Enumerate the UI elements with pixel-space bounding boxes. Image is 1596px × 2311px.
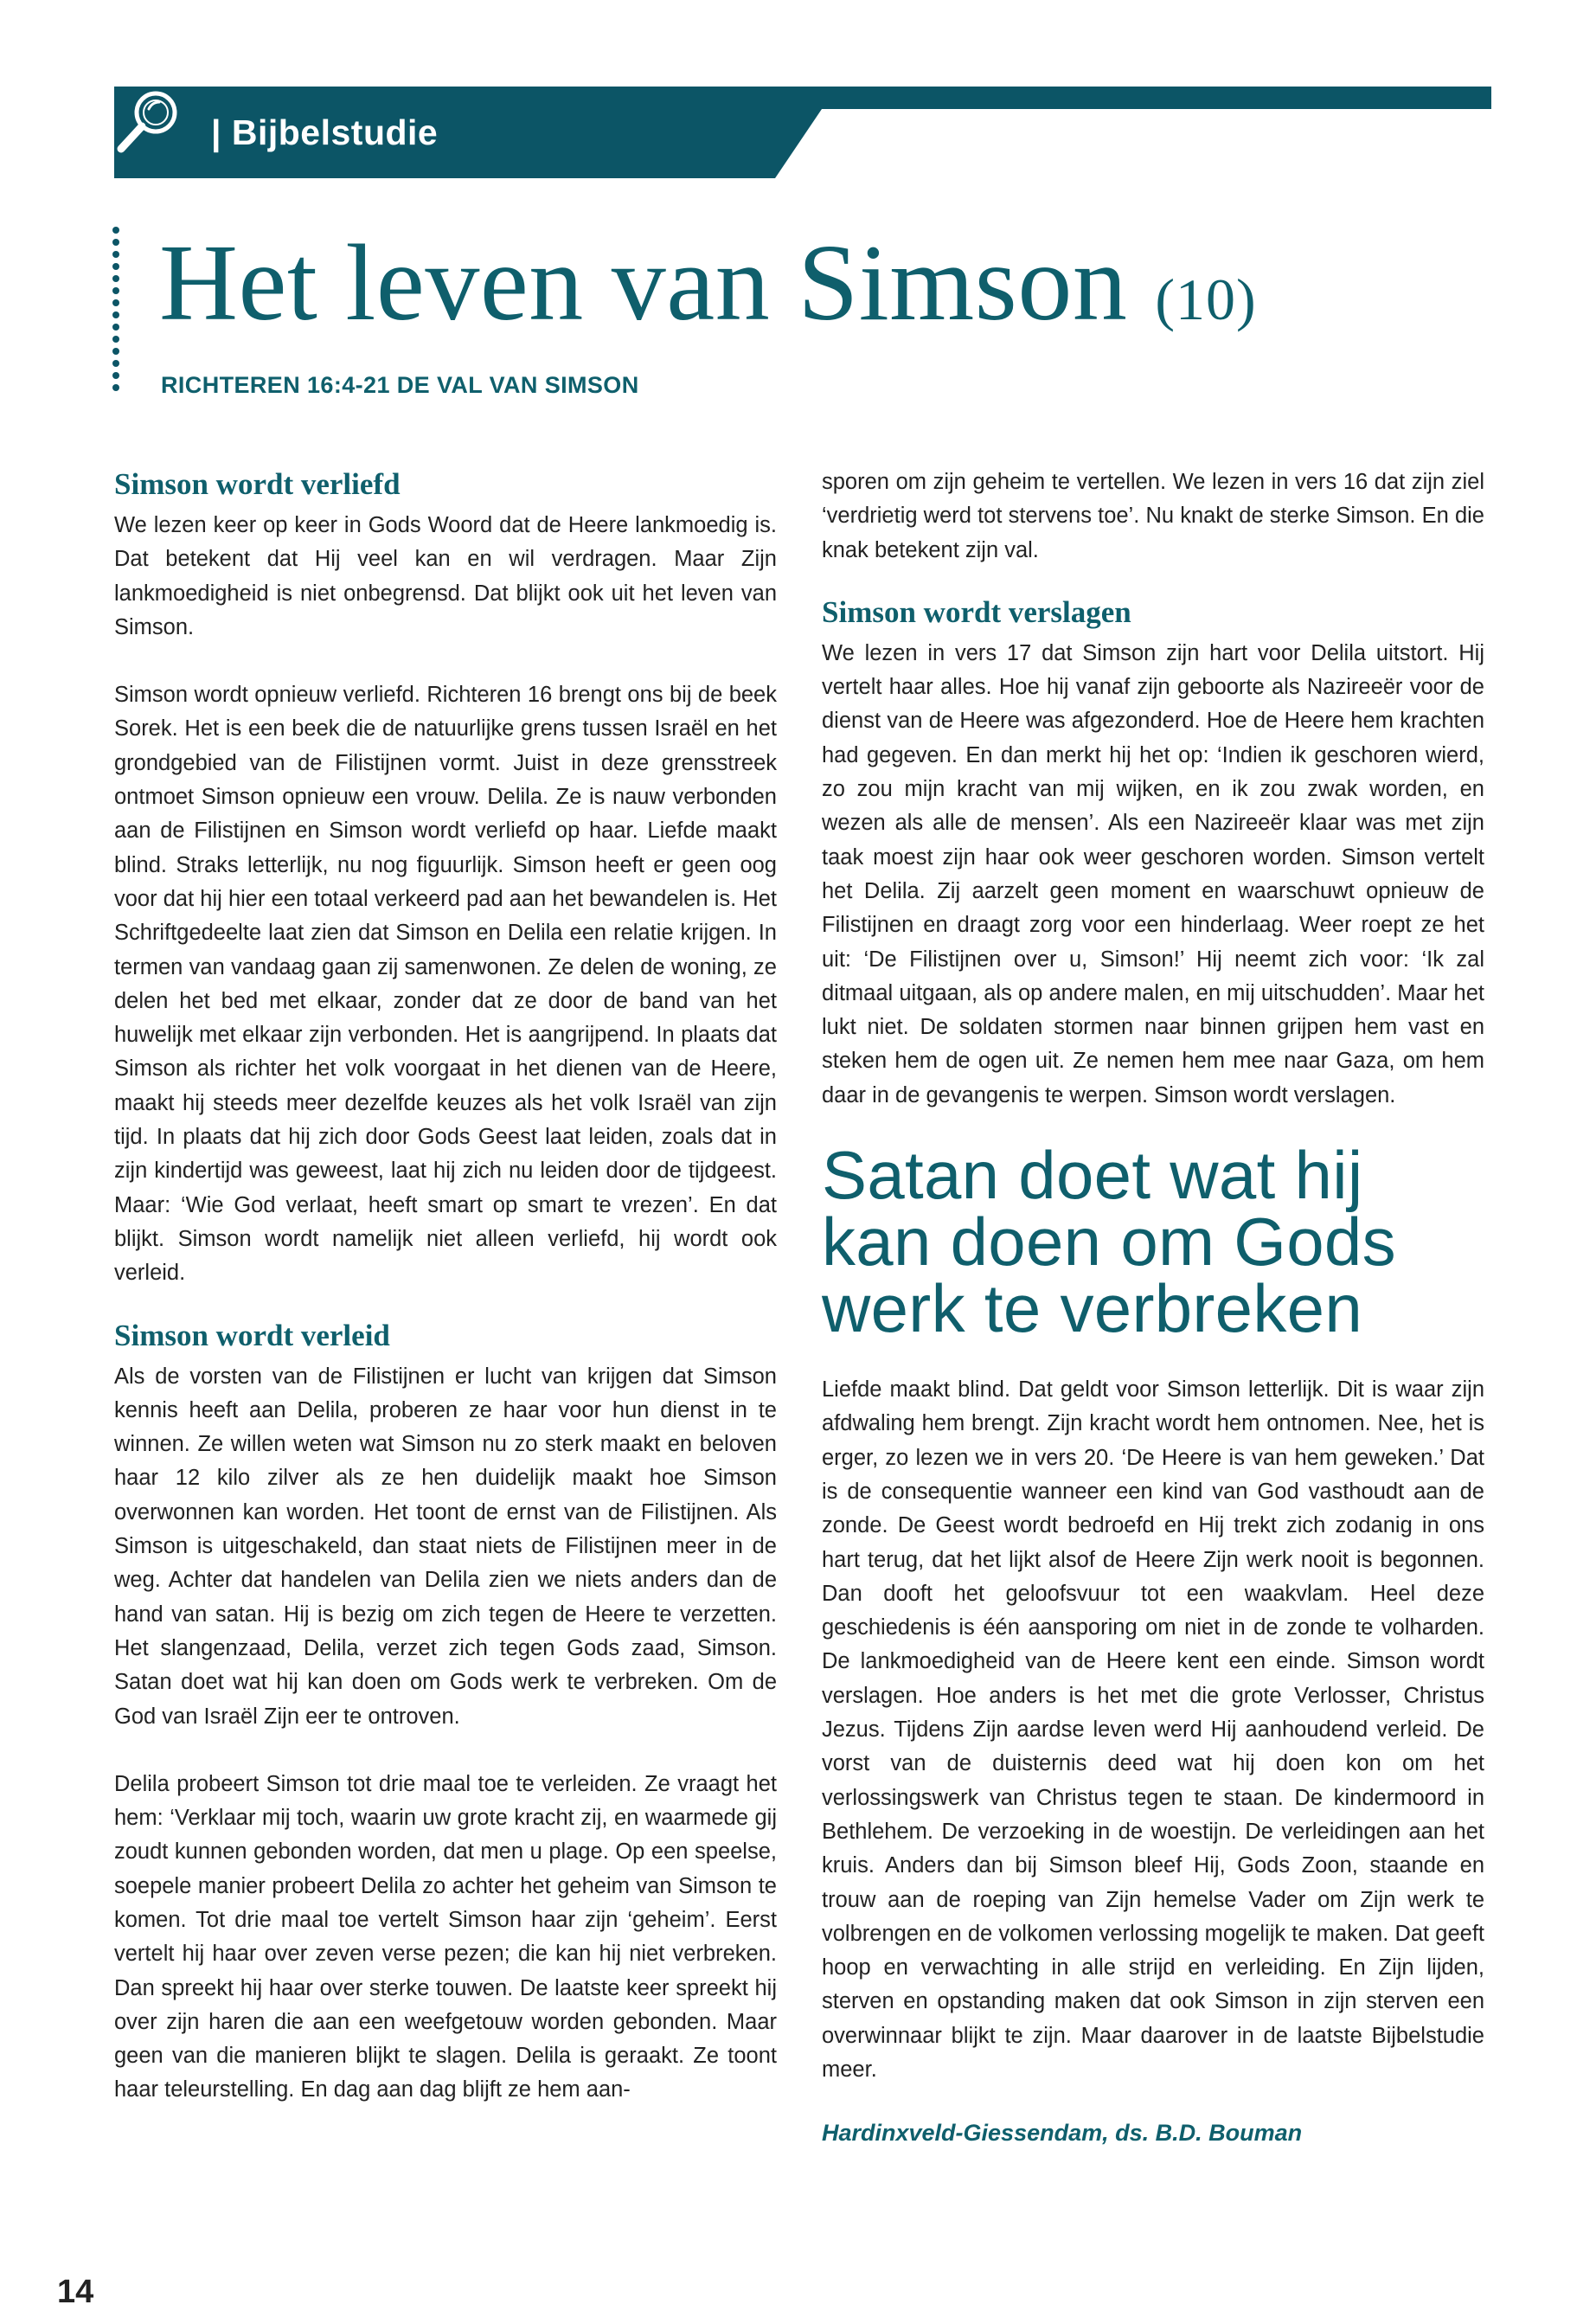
right-column bbox=[822, 465, 1484, 2147]
title-text: Het leven van Simson bbox=[159, 223, 1128, 343]
section-label: | Bijbelstudie bbox=[211, 112, 439, 152]
paragraph: Als de vorsten van de Filistijnen er lucht van krijgen dat Simson kennis heeft aan Delila, proberen ze haar voor hun dienst in te winnen. Ze willen weten wat Simson nu zo sterk maakt en beloven haar 12 kilo zilver als ze hen duidelijk maakt hoe Simson overwonnen kan worden. Het toont de ernst van de Filistijnen. Als Simson is uitgeschakeld, dan staat niets de Filistijnen meer in de weg. Achter dat handelen van Delila zien we niets anders dan de hand van satan. Hij is bezig om zich tegen de Heere te verzetten. Het slangenzaad, Delila, verzet zich tegen Gods zaad, Simson. Satan doet wat hij kan doen om Gods werk te verbreken. Om de God van Israël Zijn eer te ontroven. bbox=[114, 1364, 777, 1729]
part-number: (10) bbox=[1155, 266, 1257, 332]
magnifier-icon bbox=[114, 87, 183, 156]
page-number: 14 bbox=[57, 2274, 94, 2310]
author-credit: Hardinxveld-Giessendam, ds. B.D. Bouman bbox=[822, 2120, 1303, 2147]
article-subtitle: RICHTEREN 16:4-21 DE VAL VAN SIMSON bbox=[161, 372, 639, 398]
dotted-rule bbox=[111, 227, 123, 398]
heading-verleid: Simson wordt verleid bbox=[114, 1318, 390, 1352]
paragraph: Liefde maakt blind. Dat geldt voor Simson letterlijk. Dit is waar zijn afdwaling hem brengt. Zijn kracht wordt hem ontnomen. Nee, het is erger, zo lezen we in vers 20. ‘De Heere is van hem geweken.’ Dat is de consequentie wanneer een kind van God vasthoudt aan de zonde. De Geest wordt bedroefd en Hij trekt zich zodanig in ons hart terug, dat het lijkt alsof de Heere Zijn werk nooit is begonnen. Dan dooft het geloofsvuur tot een waakvlam. Heel deze geschiedenis is één aansporing om niet in de zonde te volharden. De lankmoedigheid van de Heere kent een einde. Simson wordt verslagen. Hoe anders is het met die grote Verlosser, Christus Jezus. Tijdens Zijn aardse leven werd Hij aanhoudend verleid. De vorst van de duisternis deed wat hij doen kon om het verlossingswerk van Christus tegen te staan. De kindermoord in Bethlehem. De verzoeking in de woestijn. De verleidingen aan het kruis. Anders dan bij Simson bleef Hij, Gods Zoon, staande en trouw aan de roeping van Zijn hemelse Vader om Zijn werk te volbrengen en de volkomen verlossing mogelijk te maken. Dat geeft hoop en verwachting in alle strijd en verleiding. En Zijn lijden, sterven en opstanding maken dat ook Simson in zijn sterven een overwinnaar blijkt te zijn. Maar daarover in de laatste Bijbelstudie meer. bbox=[822, 1377, 1484, 2082]
left-column bbox=[114, 465, 777, 2108]
section-banner bbox=[114, 87, 1491, 178]
heading-verliefd: Simson wordt verliefd bbox=[114, 467, 401, 501]
pull-quote: Satan doet wat hij kan doen om Gods werk te verbreken bbox=[822, 1137, 1396, 1347]
paragraph: Simson wordt opnieuw verliefd. Richteren 16 brengt ons bij de beek Sorek. Het is een beek die de natuurlijke grens tussen Israël en het grondgebied van de Filistijnen vormt. Juist in deze grensstreek ontmoet Simson opnieuw een vrouw. Delila. Ze is nauw verbonden aan de Filistijnen en Simson wordt verliefd op haar. Liefde maakt blind. Straks letterlijk, nu nog figuurlijk. Simson heeft er geen oog voor dat hij hier een totaal verkeerd pad aan het bewandelen is. Het Schriftgedeelte laat zien dat Simson en Delila een relatie krijgen. In termen van vandaag gaan zij samenwonen. Ze delen de woning, ze delen het bed met elkaar, zonder dat ze door de band van het huwelijk met elkaar zijn verbonden. Het is aangrijpend. In plaats dat Simson als richter het volk voorgaat in het dienen van de Heere, maakt hij steeds meer dezelfde keuzes als het volk Israël van zijn tijd. In plaats dat hij zich door Gods Geest laat leiden, zoals dat in zijn kindertijd was geweest, laat hij zich nu leiden door de tijdgeest. Maar: ‘Wie God verlaat, heeft smart op smart te vrezen’. En dat blijkt. Simson wordt namelijk niet alleen verliefd, hij wordt ook verleid. bbox=[114, 683, 777, 1286]
article-title bbox=[159, 223, 1257, 343]
paragraph: We lezen in vers 17 dat Simson zijn hart voor Delila uitstort. Hij vertelt haar alles. Hoe hij vanaf zijn geboorte als Nazireeër voor de dienst van de Heere was afgezonderd. Hoe de Heere hem krachten had gegeven. En dan merkt hij het op: ‘Indien ik geschoren wierd, zo zou mijn kracht van mij wijken, en ik zou zwak worden, en wezen als alle de mensen’. Als een Nazireeër klaar was met zijn taak moest zijn haar ook weer geschoren worden. Simson vertelt het Delila. Zij aarzelt geen moment en waarschuwt opnieuw de Filistijnen en draagt zorg voor een hinderlaag. Weer roept ze het uit: ‘De Filistijnen over u, Simson!’ Hij neemt zich voor: ‘Ik zal ditmaal uitgaan, als op andere malen, en mij uitschudden’. Maar het lukt niet. De soldaten stormen naar binnen grijpen hem vast en steken hem de ogen uit. Ze nemen hem mee naar Gaza, om hem daar in de gevangenis te werpen. Simson wordt verslagen. bbox=[822, 640, 1484, 1107]
paragraph: We lezen keer op keer in Gods Woord dat de Heere lankmoedig is. Dat betekent dat Hij veel kan en wil verdragen. Maar Zijn lankmoedigheid is niet onbegrensd. Dat blijkt ook uit het leven van Simson. bbox=[114, 513, 777, 639]
paragraph: Delila probeert Simson tot drie maal toe te verleiden. Ze vraagt het hem: ‘Verklaar mij toch, waarin uw grote kracht zij, en waarmede gij zoudt kunnen gebonden worden, dat men u plage. Op een speelse, soepele manier probeert Delila zo achter het geheim van Simson te komen. Tot drie maal toe vertelt Simson haar zijn ‘geheim’. Eerst vertelt hij haar over zeven verse pezen; die kan hij niet verbreken. Dan spreekt hij haar over sterke touwen. De laatste keer spreekt hij over zijn haren die aan een weefgetouw worden gebonden. Maar geen van die manieren blijkt te slagen. Delila is geraakt. Ze toont haar teleurstelling. En dag aan dag blijft ze hem aan- bbox=[114, 1771, 777, 2102]
heading-verslagen: Simson wordt verslagen bbox=[822, 594, 1131, 629]
paragraph: sporen om zijn geheim te vertellen. We lezen in vers 16 dat zijn ziel ‘verdrietig werd tot stervens toe’. Nu knakt de sterke Simson. En die knak betekent zijn val. bbox=[822, 470, 1484, 562]
